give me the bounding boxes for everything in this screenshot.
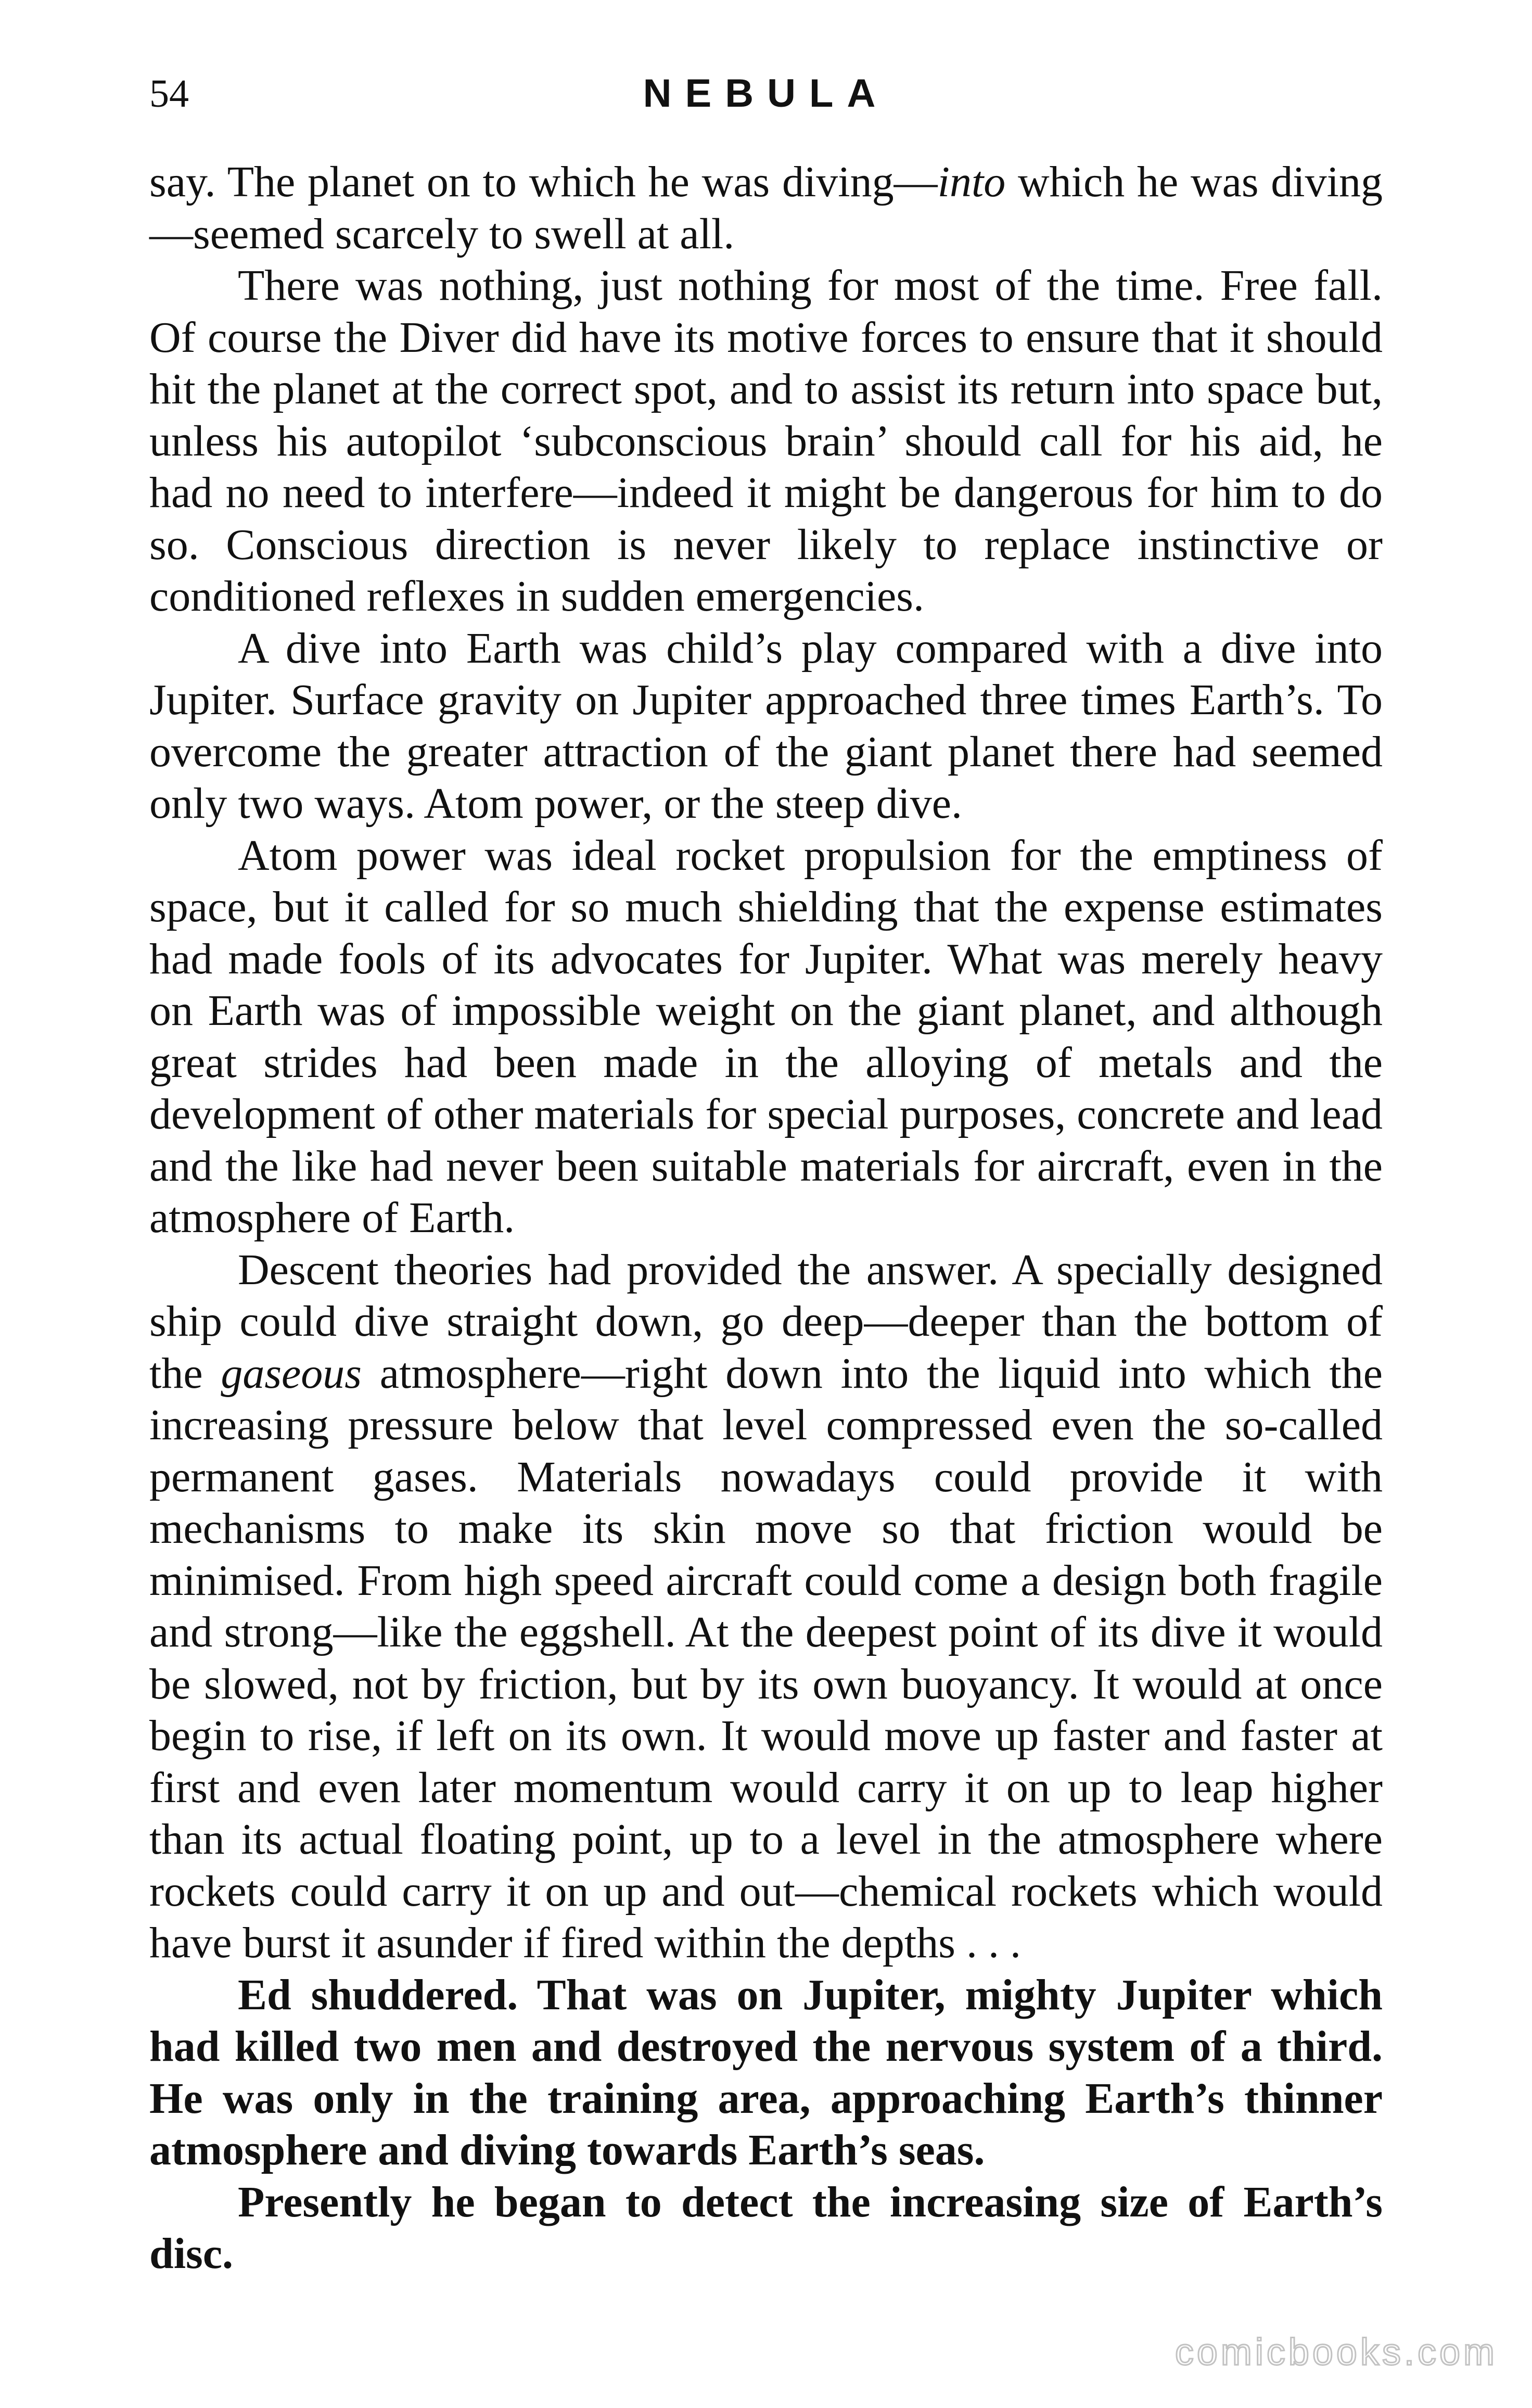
paragraph-5-text-a: Descent theories had provided the answer. A specially designed ship could dive straight down, go deep—deeper than the bottom of the xyxy=(149,1245,1383,1398)
running-title: NEBULA xyxy=(643,71,889,116)
paragraph-3: A dive into Earth was child’s play compared with a dive into Jupiter. Surface gravity on Jupiter approached three times Earth’s. To overcome the greater attraction of the giant planet there had seemed only two ways. Atom power, or the steep dive. xyxy=(149,624,1383,828)
page-header xyxy=(149,68,1383,130)
paragraph-5 xyxy=(149,1244,1383,1969)
paragraph-7: Presently he began to detect the increasing size of Earth’s disc. xyxy=(149,2177,1383,2278)
paragraph-1-text-b: which he was diving—seemed scarcely to swell at all. xyxy=(149,158,1383,258)
paragraph-4: Atom power was ideal rocket propulsion for the emptiness of space, but it called for so much shielding that the expense estimates had made fools of its advocates for Jupiter. What was merely heavy on Earth was of impossible weight on the giant planet, and although great strides had been made in the alloying of metals and the development of other materials for special purposes, concrete and lead and the like had never been suitable materials for aircraft, even in the atmosphere of Earth. xyxy=(149,831,1383,1242)
paragraph-1-text-a: say. The planet on to which he was diving— xyxy=(149,158,938,206)
paragraph-1 xyxy=(149,156,1383,260)
paragraph-5-text-b: atmosphere—right down into the liquid into which the increasing pressure below that level compressed even the so-called permanent gases. Materials nowadays could provide it with mechanisms to make its skin move so that friction would be minimised. From high speed aircraft could come a design both fragile and strong—like the eggshell. At the deepest point of its dive it would be slowed, not by friction, but by its own buoyancy. It would at once begin to rise, if left on its own. It would move up faster and faster at first and even later momentum would carry it on up to leap higher than its actual floating point, up to a level in the atmosphere where rockets could carry it on up and out—chemical rockets which would have burst it asunder if fired within the depths . . . xyxy=(149,1349,1383,1967)
paragraph-6: Ed shuddered. That was on Jupiter, mighty Jupiter which had killed two men and destroyed the nervous system of a third. He was only in the training area, approaching Earth’s thinner atmosphere and diving towards Earth’s seas. xyxy=(149,1970,1383,2174)
paragraph-5-italic: gaseous xyxy=(221,1349,362,1398)
page-number: 54 xyxy=(149,72,189,116)
paragraph-2: There was nothing, just nothing for most of the time. Free fall. Of course the Diver did have its motive forces to ensure that it should hit the planet at the correct spot, and to assist its return into space but, unless his autopilot ‘subconscious brain’ should call for his aid, he had no need to interfere—indeed it might be dangerous for him to do so. Conscious direction is never likely to replace instinctive or conditioned reflexes in sudden emergencies. xyxy=(149,261,1383,620)
body-text xyxy=(149,156,1383,2280)
watermark: comicbooks.com xyxy=(1174,2331,1498,2373)
paragraph-1-italic: into xyxy=(937,158,1006,206)
